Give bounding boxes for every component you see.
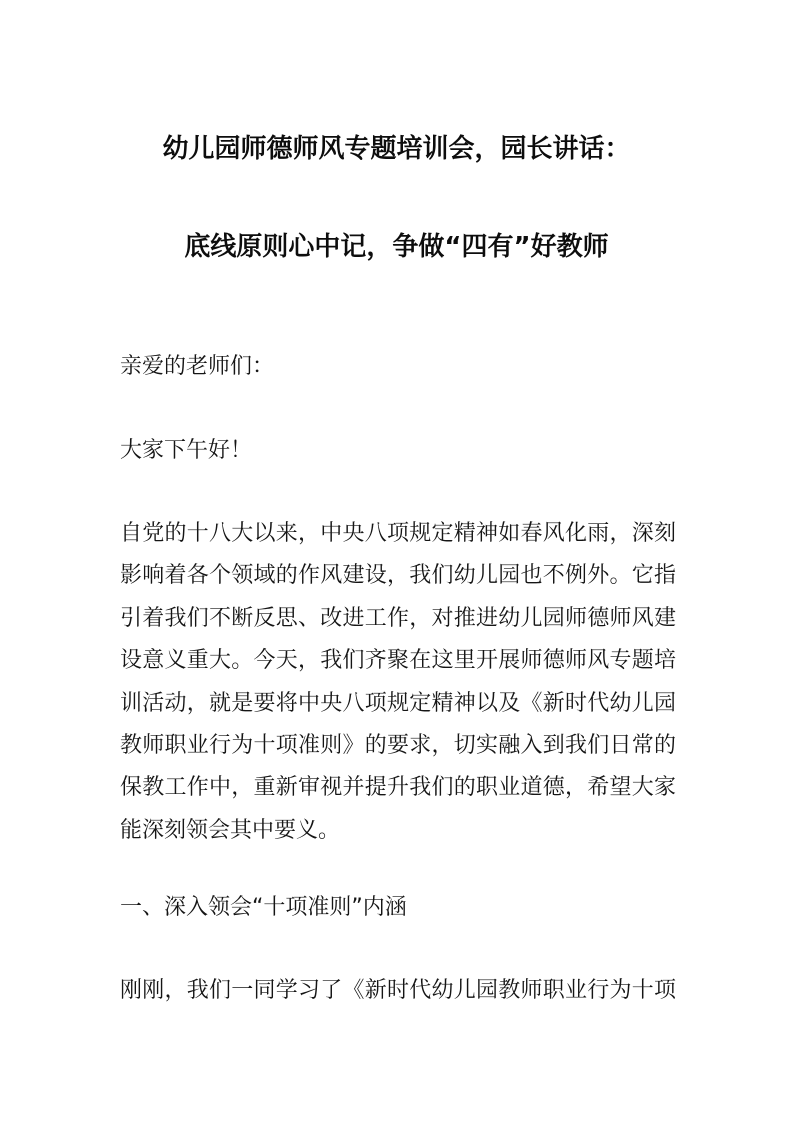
paragraph-line: 刚刚，我们一同学习了《新时代幼儿园教师职业行为十项 [120,978,676,1003]
salutation: 亲爱的老师们： [120,354,275,379]
paragraph-line: 自党的十八大以来，中央八项规定精神如春风化雨，深刻 [120,521,676,546]
paragraph-line: 保教工作中，重新审视并提升我们的职业道德，希望大家 [120,775,676,801]
section-heading: 一、深入领会“十项准则”内涵 [120,895,407,920]
section-body-paragraph [120,970,676,1012]
paragraph-line: 引着我们不断反思、改进工作，对推进幼儿园师德师风建 [120,605,676,631]
document-title-line-1: 幼儿园师德师风专题培训会，园长讲话： [162,134,631,164]
paragraph-line: 能深刻领会其中要义。 [120,817,341,843]
paragraph-line: 影响着各个领域的作风建设，我们幼儿园也不例外。它指 [120,563,676,589]
paragraph-line: 教师职业行为十项准则》的要求，切实融入到我们日常的 [120,732,676,758]
paragraph-line: 训活动，就是要将中央八项规定精神以及《新时代幼儿园 [120,690,676,716]
intro-paragraph [120,513,676,852]
greeting: 大家下午好！ [120,438,253,463]
paragraph-line: 设意义重大。今天，我们齐聚在这里开展师德师风专题培 [120,648,676,674]
document-title-line-2: 底线原则心中记，争做“四有”好教师 [184,232,609,262]
